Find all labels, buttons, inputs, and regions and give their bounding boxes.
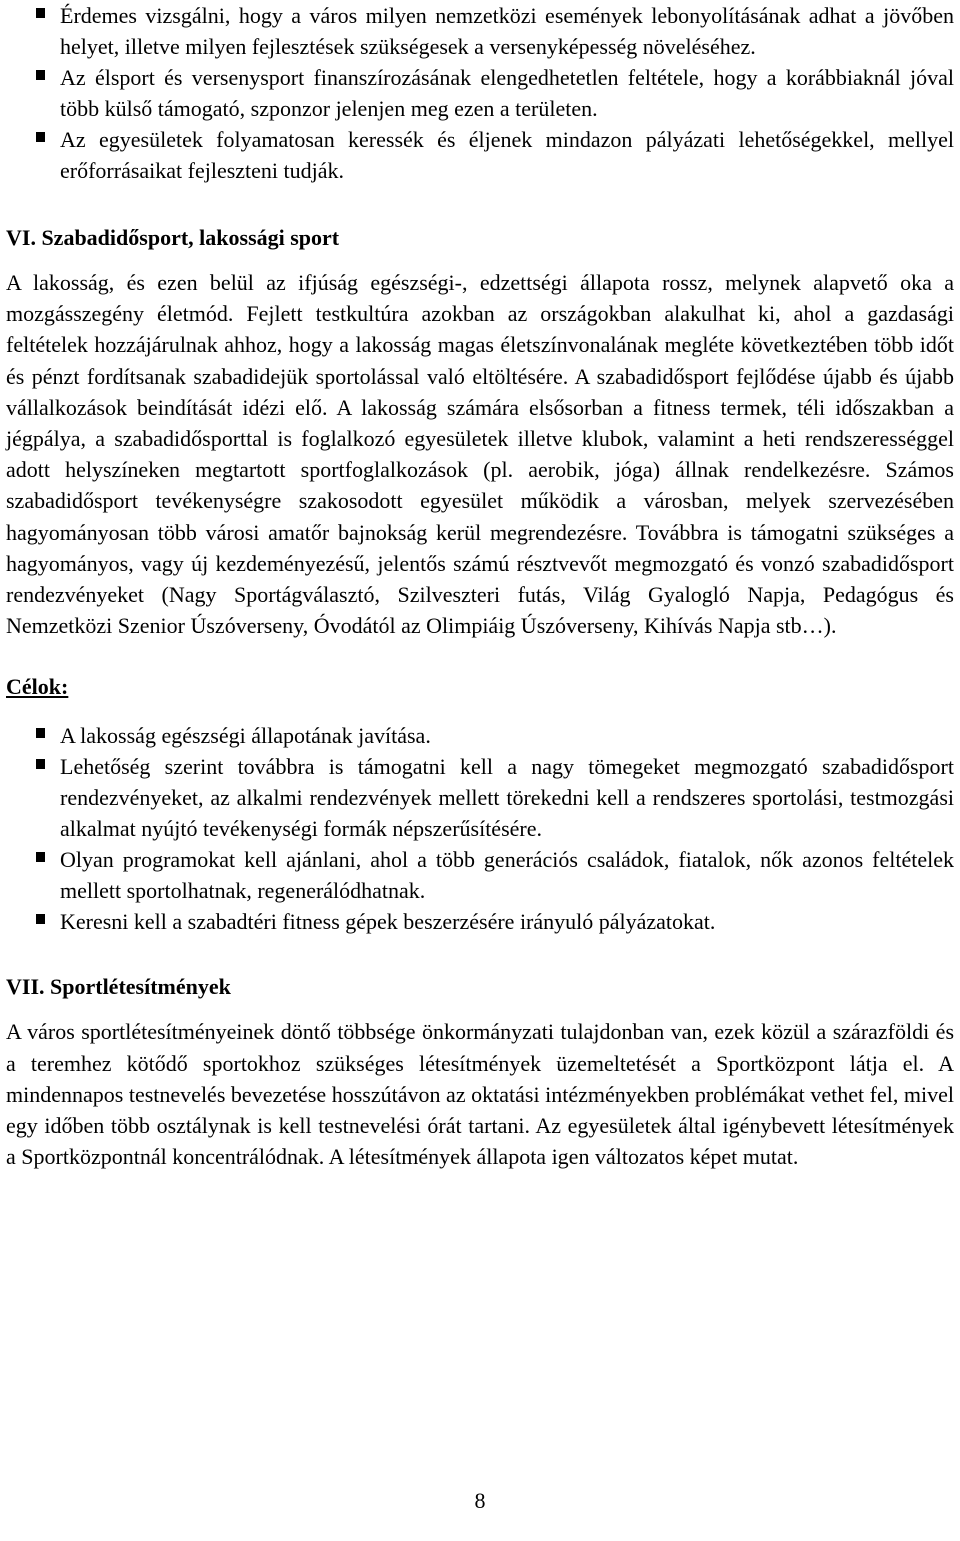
list-item-text: A lakosság egészségi állapotának javítása. [60, 723, 431, 749]
list-item-text: Keresni kell a szabadtéri fitness gépek beszerzésére irányuló pályázatokat. [60, 909, 716, 935]
list-item-text: Az élsport és versenysport finanszírozásának elengedhetetlen feltétele, hogy a korábbiaknál jóval több külső támogató, szponzor jelenjen meg ezen a területen. [60, 65, 954, 121]
document-page [6, 0, 954, 1172]
top-bullet-list [6, 0, 954, 186]
list-item [6, 0, 954, 62]
list-item [6, 62, 954, 124]
section-vii-heading: VII. Sportlétesítmények [6, 974, 231, 1000]
list-item [6, 720, 954, 751]
list-item [6, 751, 954, 844]
section-vi-paragraph: A lakosság, és ezen belül az ifjúság egészségi-, edzettségi állapota rossz, melynek alapvető oka a mozgásszegény életmód. Fejlett testkultúra azokban az országokban alakulhat ki, ahol a gazdasági feltételek hozzájárulnak ahhoz, hogy a lakosság magas életszínvonalának megléte következtében több időt és pénzt fordítsanak szabadidejük sportolással való eltöltésére. A szabadidősport fejlődése újabb és újabb vállalkozások beindítását idézi elő. A lakosság számára elsősorban a fitness termek, téli időszakban a jégpálya, a szabadidősporttal is foglalkozó egyesületek illetve klubok, valamint a heti rendszerességgel adott helyszíneken megtartott sportfoglalkozások (pl. aerobik, jóga) állnak rendelkezésre. Számos szabadidősport tevékenységre szakosodott egyesület működik a városban, melyek szervezésében hagyományosan több városi amatőr bajnokság kerül megrendezésre. Továbbra is támogatni szükséges a hagyományos, vagy új kezdeményezésű, jelentős számú résztvevőt megmozgató és vonzó szabadidősport rendezvényeket (Nagy Sportágválasztó, Szilveszteri futás, Világ Gyalogló Napja, Pedagógus és Nemzetközi Szenior Úszóverseny, Óvodától az Olimpiáig Úszóverseny, Kihívás Napja stb…). [6, 270, 954, 639]
list-item-text: Érdemes vizsgálni, hogy a város milyen nemzetközi események lebonyolításának adhat a jövőben helyet, illetve milyen fejlesztések szükségesek a versenyképesség növeléséhez. [60, 3, 954, 59]
square-bullet-icon [36, 8, 45, 18]
goals-heading: Célok: [6, 674, 69, 700]
list-item [6, 844, 954, 906]
square-bullet-icon [36, 728, 45, 738]
square-bullet-icon [36, 132, 45, 142]
square-bullet-icon [36, 759, 45, 769]
goals-list [6, 720, 954, 937]
page-number: 8 [474, 1488, 486, 1513]
square-bullet-icon [36, 914, 45, 924]
list-item-text: Olyan programokat kell ajánlani, ahol a több generációs családok, fiatalok, nők azonos feltételek mellett sportolhatnak, regenerálódhatnak. [60, 847, 954, 904]
square-bullet-icon [36, 70, 45, 80]
section-vi-heading: VI. Szabadidősport, lakossági sport [6, 225, 340, 250]
list-item [6, 124, 954, 186]
list-item-text: Lehetőség szerint továbbra is támogatni kell a nagy tömegeket megmozgató szabadidősport rendezvényeket, az alkalmi rendezvények mellett törekedni kell a rendszeres sportolási, testmozgási alkalmat nyújtó tevékenységi formák népszerűsítésére. [60, 754, 954, 842]
section-vii-paragraph: A város sportlétesítményeinek döntő többsége önkormányzati tulajdonban van, ezek közül a szárazföldi és a teremhez kötődő sportokhoz szükséges létesítmények üzemeltetését a Sportközpont látja el. A mindennapos testnevelés bevezetése hosszútávon az oktatási intézményekben problémákat vethet fel, mivel egy időben több osztálynak is kell testnevelési órát tartani. Az egyesületek által igénybevett létesítmények a Sportközpontnál koncentrálódnak. A létesítmények állapota igen változatos képet mutat. [6, 1019, 954, 1170]
list-item-text: Az egyesületek folyamatosan keressék és éljenek mindazon pályázati lehetőségekkel, mellyel erőforrásaikat fejleszteni tudják. [60, 127, 954, 183]
square-bullet-icon [36, 852, 45, 862]
list-item [6, 906, 954, 937]
